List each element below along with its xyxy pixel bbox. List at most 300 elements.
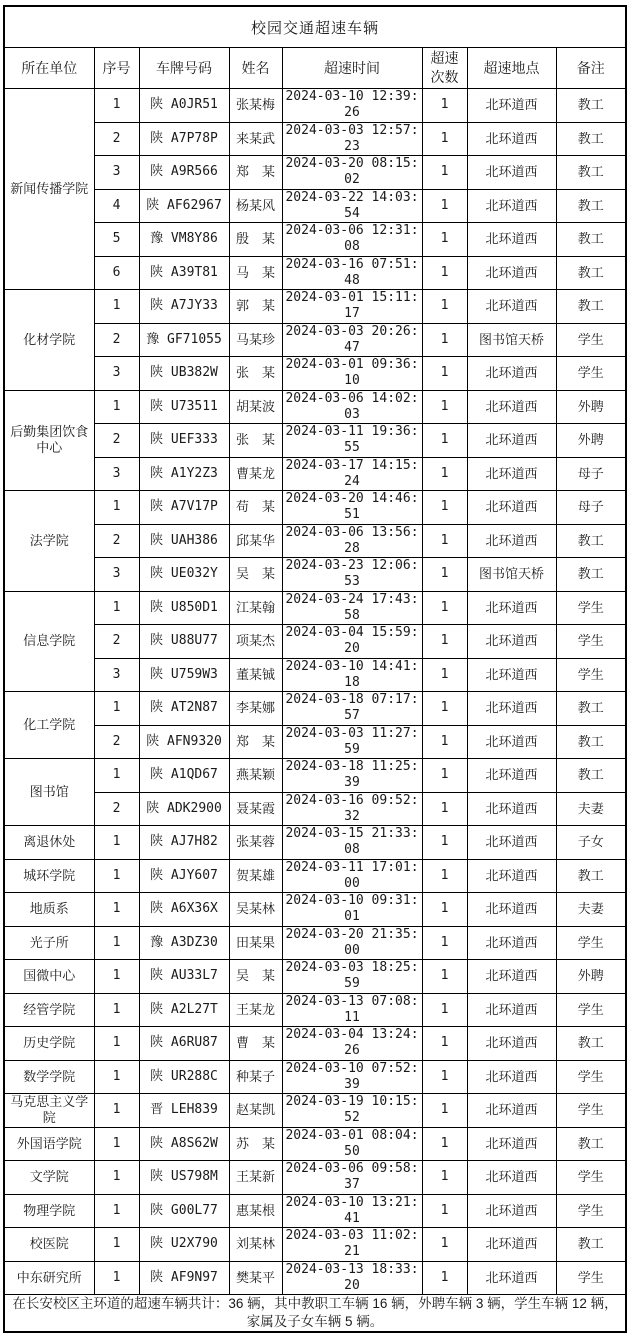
cell-plate: 陕 U2X790 — [139, 1228, 229, 1262]
cell-name: 李某娜 — [229, 692, 282, 726]
cell-remark: 教工 — [556, 89, 626, 123]
cell-time: 2024-03-06 09:58:37 — [282, 1161, 422, 1195]
cell-time: 2024-03-04 15:59:20 — [282, 625, 422, 659]
table-body — [4, 89, 626, 1295]
cell-plate: 陕 A1QD67 — [139, 759, 229, 793]
cell-location: 北环道西 — [467, 491, 556, 525]
cell-no: 2 — [94, 792, 139, 826]
cell-name: 惠某根 — [229, 1194, 282, 1228]
cell-time: 2024-03-13 07:08:11 — [282, 993, 422, 1027]
cell-count: 1 — [422, 1194, 467, 1228]
table-row — [4, 625, 626, 659]
table-row — [4, 290, 626, 324]
cell-name: 郑 某 — [229, 725, 282, 759]
table-row — [4, 1094, 626, 1128]
cell-plate: 陕 AJY607 — [139, 859, 229, 893]
cell-unit: 地质系 — [4, 893, 94, 927]
cell-location: 北环道西 — [467, 189, 556, 223]
cell-plate: 陕 A2L27T — [139, 993, 229, 1027]
table-row — [4, 424, 626, 458]
cell-name: 江某翰 — [229, 591, 282, 625]
cell-time: 2024-03-11 17:01:00 — [282, 859, 422, 893]
speeding-vehicles-table — [3, 5, 627, 1333]
cell-count: 1 — [422, 692, 467, 726]
cell-plate: 豫 GF71055 — [139, 323, 229, 357]
cell-plate: 陕 A8S62W — [139, 1127, 229, 1161]
cell-location: 北环道西 — [467, 122, 556, 156]
cell-unit: 中东研究所 — [4, 1261, 94, 1295]
cell-time: 2024-03-22 14:03:54 — [282, 189, 422, 223]
cell-time: 2024-03-13 18:33:20 — [282, 1261, 422, 1295]
cell-time: 2024-03-10 07:52:39 — [282, 1060, 422, 1094]
cell-time: 2024-03-18 11:25:39 — [282, 759, 422, 793]
cell-no: 3 — [94, 658, 139, 692]
cell-plate: 陕 UEF333 — [139, 424, 229, 458]
cell-plate: 陕 UE032Y — [139, 558, 229, 592]
table-row — [4, 1194, 626, 1228]
cell-location: 北环道西 — [467, 792, 556, 826]
cell-location: 北环道西 — [467, 223, 556, 257]
cell-location: 北环道西 — [467, 256, 556, 290]
cell-no: 6 — [94, 256, 139, 290]
cell-plate: 陕 AT2N87 — [139, 692, 229, 726]
table-row — [4, 1060, 626, 1094]
cell-location: 北环道西 — [467, 357, 556, 391]
cell-no: 3 — [94, 156, 139, 190]
cell-count: 1 — [422, 156, 467, 190]
col-header-location: 超速地点 — [467, 48, 556, 89]
cell-count: 1 — [422, 859, 467, 893]
summary-row — [4, 1295, 626, 1333]
col-header-count: 超速次数 — [422, 48, 467, 89]
cell-no: 1 — [94, 893, 139, 927]
cell-name: 吴 某 — [229, 960, 282, 994]
cell-remark: 学生 — [556, 993, 626, 1027]
cell-name: 种某子 — [229, 1060, 282, 1094]
cell-time: 2024-03-10 09:31:01 — [282, 893, 422, 927]
cell-plate: 陕 A6X36X — [139, 893, 229, 927]
cell-no: 1 — [94, 290, 139, 324]
cell-count: 1 — [422, 1127, 467, 1161]
cell-name: 郑 某 — [229, 156, 282, 190]
cell-time: 2024-03-06 14:02:03 — [282, 390, 422, 424]
table-row — [4, 926, 626, 960]
cell-name: 吴某林 — [229, 893, 282, 927]
table-row — [4, 993, 626, 1027]
cell-location: 北环道西 — [467, 156, 556, 190]
cell-remark: 外聘 — [556, 390, 626, 424]
cell-count: 1 — [422, 759, 467, 793]
cell-no: 1 — [94, 1161, 139, 1195]
cell-location: 北环道西 — [467, 1027, 556, 1061]
cell-remark: 教工 — [556, 122, 626, 156]
cell-unit: 马克思主义学院 — [4, 1094, 94, 1128]
cell-plate: 陕 UAH386 — [139, 524, 229, 558]
cell-remark: 教工 — [556, 156, 626, 190]
cell-remark: 学生 — [556, 1194, 626, 1228]
cell-plate: 陕 U73511 — [139, 390, 229, 424]
cell-time: 2024-03-03 11:27:59 — [282, 725, 422, 759]
cell-unit: 离退休处 — [4, 826, 94, 860]
cell-plate: 陕 AF9N97 — [139, 1261, 229, 1295]
table-row — [4, 1261, 626, 1295]
cell-time: 2024-03-03 11:02:21 — [282, 1228, 422, 1262]
cell-no: 1 — [94, 591, 139, 625]
cell-remark: 教工 — [556, 256, 626, 290]
table-row — [4, 960, 626, 994]
col-header-plate: 车牌号码 — [139, 48, 229, 89]
cell-name: 苟 某 — [229, 491, 282, 525]
cell-location: 北环道西 — [467, 457, 556, 491]
cell-name: 郭 某 — [229, 290, 282, 324]
cell-plate: 陕 AFN9320 — [139, 725, 229, 759]
cell-count: 1 — [422, 1261, 467, 1295]
cell-count: 1 — [422, 223, 467, 257]
cell-unit: 法学院 — [4, 491, 94, 592]
col-header-name: 姓名 — [229, 48, 282, 89]
cell-no: 1 — [94, 89, 139, 123]
cell-name: 来某武 — [229, 122, 282, 156]
cell-name: 聂某霞 — [229, 792, 282, 826]
cell-unit: 图书馆 — [4, 759, 94, 826]
cell-name: 胡某波 — [229, 390, 282, 424]
table-row — [4, 1161, 626, 1195]
cell-name: 燕某颖 — [229, 759, 282, 793]
cell-location: 北环道西 — [467, 1127, 556, 1161]
cell-time: 2024-03-24 17:43:58 — [282, 591, 422, 625]
cell-time: 2024-03-10 12:39:26 — [282, 89, 422, 123]
cell-no: 1 — [94, 1060, 139, 1094]
cell-count: 1 — [422, 926, 467, 960]
cell-time: 2024-03-03 20:26:47 — [282, 323, 422, 357]
cell-name: 樊某平 — [229, 1261, 282, 1295]
cell-no: 1 — [94, 1261, 139, 1295]
cell-remark: 学生 — [556, 1060, 626, 1094]
cell-remark: 教工 — [556, 859, 626, 893]
cell-plate: 陕 A9R566 — [139, 156, 229, 190]
cell-count: 1 — [422, 122, 467, 156]
cell-name: 田某果 — [229, 926, 282, 960]
cell-no: 1 — [94, 759, 139, 793]
cell-unit: 新闻传播学院 — [4, 89, 94, 290]
cell-plate: 陕 A0JR51 — [139, 89, 229, 123]
cell-plate: 陕 A7P78P — [139, 122, 229, 156]
cell-time: 2024-03-03 18:25:59 — [282, 960, 422, 994]
table-row — [4, 826, 626, 860]
cell-name: 贺某雄 — [229, 859, 282, 893]
table-row — [4, 658, 626, 692]
cell-name: 王某龙 — [229, 993, 282, 1027]
cell-count: 1 — [422, 725, 467, 759]
cell-remark: 外聘 — [556, 424, 626, 458]
cell-remark: 学生 — [556, 1094, 626, 1128]
cell-remark: 教工 — [556, 189, 626, 223]
cell-location: 北环道西 — [467, 725, 556, 759]
col-header-unit: 所在单位 — [4, 48, 94, 89]
cell-remark: 教工 — [556, 1127, 626, 1161]
cell-no: 1 — [94, 692, 139, 726]
summary-text: 在长安校区主环道的超速车辆共计：36 辆，其中教职工车辆 16 辆，外聘车辆 3 辆，学生车辆 12 辆，家属及子女车辆 5 辆。 — [4, 1295, 626, 1333]
cell-location: 北环道西 — [467, 692, 556, 726]
cell-unit: 数学学院 — [4, 1060, 94, 1094]
cell-no: 2 — [94, 725, 139, 759]
cell-no: 3 — [94, 357, 139, 391]
cell-name: 曹某龙 — [229, 457, 282, 491]
cell-remark: 夫妻 — [556, 893, 626, 927]
header-row — [4, 48, 626, 89]
cell-plate: 陕 UR288C — [139, 1060, 229, 1094]
col-header-no: 序号 — [94, 48, 139, 89]
cell-count: 1 — [422, 424, 467, 458]
table-row — [4, 323, 626, 357]
table-row — [4, 491, 626, 525]
cell-remark: 学生 — [556, 357, 626, 391]
cell-remark: 教工 — [556, 1228, 626, 1262]
cell-count: 1 — [422, 558, 467, 592]
table-row — [4, 558, 626, 592]
cell-location: 北环道西 — [467, 926, 556, 960]
cell-remark: 教工 — [556, 759, 626, 793]
cell-location: 北环道西 — [467, 524, 556, 558]
cell-time: 2024-03-16 07:51:48 — [282, 256, 422, 290]
cell-name: 赵某凯 — [229, 1094, 282, 1128]
cell-no: 1 — [94, 1094, 139, 1128]
cell-unit: 光子所 — [4, 926, 94, 960]
cell-unit: 经管学院 — [4, 993, 94, 1027]
cell-plate: 陕 AF62967 — [139, 189, 229, 223]
cell-remark: 外聘 — [556, 960, 626, 994]
cell-remark: 教工 — [556, 524, 626, 558]
cell-no: 2 — [94, 122, 139, 156]
cell-name: 张某蓉 — [229, 826, 282, 860]
cell-location: 北环道西 — [467, 1094, 556, 1128]
cell-unit: 校医院 — [4, 1228, 94, 1262]
cell-no: 5 — [94, 223, 139, 257]
cell-plate: 陕 A1Y2Z3 — [139, 457, 229, 491]
cell-no: 1 — [94, 1027, 139, 1061]
table-row — [4, 256, 626, 290]
cell-location: 北环道西 — [467, 625, 556, 659]
cell-name: 董某铖 — [229, 658, 282, 692]
cell-location: 图书馆天桥 — [467, 323, 556, 357]
cell-plate: 陕 A7JY33 — [139, 290, 229, 324]
cell-time: 2024-03-10 13:21:41 — [282, 1194, 422, 1228]
cell-location: 北环道西 — [467, 1228, 556, 1262]
cell-no: 1 — [94, 1228, 139, 1262]
cell-remark: 教工 — [556, 290, 626, 324]
cell-plate: 晋 LEH839 — [139, 1094, 229, 1128]
cell-count: 1 — [422, 658, 467, 692]
cell-location: 北环道西 — [467, 1060, 556, 1094]
cell-time: 2024-03-20 08:15:02 — [282, 156, 422, 190]
cell-time: 2024-03-15 21:33:08 — [282, 826, 422, 860]
cell-location: 北环道西 — [467, 826, 556, 860]
cell-plate: 豫 A3DZ30 — [139, 926, 229, 960]
cell-location: 北环道西 — [467, 759, 556, 793]
col-header-time: 超速时间 — [282, 48, 422, 89]
cell-plate: 陕 U850D1 — [139, 591, 229, 625]
cell-name: 张 某 — [229, 424, 282, 458]
cell-no: 1 — [94, 1194, 139, 1228]
cell-time: 2024-03-23 12:06:53 — [282, 558, 422, 592]
cell-count: 1 — [422, 357, 467, 391]
title-row — [4, 6, 626, 48]
cell-count: 1 — [422, 524, 467, 558]
cell-time: 2024-03-03 12:57:23 — [282, 122, 422, 156]
table-row — [4, 893, 626, 927]
cell-plate: 陕 A39T81 — [139, 256, 229, 290]
cell-location: 北环道西 — [467, 960, 556, 994]
cell-plate: 陕 U759W3 — [139, 658, 229, 692]
cell-time: 2024-03-10 14:41:18 — [282, 658, 422, 692]
cell-no: 1 — [94, 491, 139, 525]
cell-no: 1 — [94, 1127, 139, 1161]
table-row — [4, 759, 626, 793]
cell-plate: 陕 ADK2900 — [139, 792, 229, 826]
cell-remark: 子女 — [556, 826, 626, 860]
cell-name: 杨某风 — [229, 189, 282, 223]
table-foot — [4, 1295, 626, 1333]
cell-name: 吴 某 — [229, 558, 282, 592]
cell-count: 1 — [422, 591, 467, 625]
cell-remark: 学生 — [556, 926, 626, 960]
cell-no: 4 — [94, 189, 139, 223]
cell-location: 北环道西 — [467, 1194, 556, 1228]
table-title: 校园交通超速车辆 — [4, 6, 626, 48]
cell-no: 3 — [94, 457, 139, 491]
cell-time: 2024-03-06 12:31:08 — [282, 223, 422, 257]
cell-unit: 化材学院 — [4, 290, 94, 391]
cell-plate: 陕 A7V17P — [139, 491, 229, 525]
table-row — [4, 792, 626, 826]
cell-location: 北环道西 — [467, 1161, 556, 1195]
cell-location: 北环道西 — [467, 893, 556, 927]
cell-no: 2 — [94, 524, 139, 558]
table-row — [4, 156, 626, 190]
cell-count: 1 — [422, 290, 467, 324]
cell-name: 苏 某 — [229, 1127, 282, 1161]
cell-plate: 陕 U88U77 — [139, 625, 229, 659]
cell-count: 1 — [422, 625, 467, 659]
cell-time: 2024-03-01 15:11:17 — [282, 290, 422, 324]
table-row — [4, 591, 626, 625]
cell-location: 北环道西 — [467, 591, 556, 625]
cell-count: 1 — [422, 390, 467, 424]
cell-count: 1 — [422, 1027, 467, 1061]
table-row — [4, 1228, 626, 1262]
cell-location: 北环道西 — [467, 1261, 556, 1295]
cell-no: 2 — [94, 424, 139, 458]
cell-location: 北环道西 — [467, 390, 556, 424]
cell-location: 北环道西 — [467, 658, 556, 692]
cell-location: 北环道西 — [467, 859, 556, 893]
table-row — [4, 390, 626, 424]
cell-count: 1 — [422, 323, 467, 357]
cell-name: 殷 某 — [229, 223, 282, 257]
cell-time: 2024-03-01 08:04:50 — [282, 1127, 422, 1161]
cell-remark: 学生 — [556, 591, 626, 625]
cell-no: 3 — [94, 558, 139, 592]
cell-count: 1 — [422, 89, 467, 123]
cell-count: 1 — [422, 893, 467, 927]
cell-unit: 外国语学院 — [4, 1127, 94, 1161]
cell-remark: 学生 — [556, 658, 626, 692]
cell-no: 2 — [94, 323, 139, 357]
cell-remark: 学生 — [556, 1261, 626, 1295]
cell-remark: 母子 — [556, 491, 626, 525]
col-header-remark: 备注 — [556, 48, 626, 89]
cell-plate: 陕 US798M — [139, 1161, 229, 1195]
table-row — [4, 457, 626, 491]
table-row — [4, 725, 626, 759]
cell-no: 1 — [94, 859, 139, 893]
cell-count: 1 — [422, 960, 467, 994]
cell-unit: 信息学院 — [4, 591, 94, 692]
cell-no: 1 — [94, 926, 139, 960]
cell-time: 2024-03-04 13:24:26 — [282, 1027, 422, 1061]
cell-time: 2024-03-19 10:15:52 — [282, 1094, 422, 1128]
cell-remark: 教工 — [556, 558, 626, 592]
cell-name: 马 某 — [229, 256, 282, 290]
table-row — [4, 692, 626, 726]
cell-count: 1 — [422, 792, 467, 826]
cell-remark: 教工 — [556, 1027, 626, 1061]
cell-name: 项某杰 — [229, 625, 282, 659]
cell-name: 马某珍 — [229, 323, 282, 357]
cell-no: 1 — [94, 826, 139, 860]
cell-name: 邱某华 — [229, 524, 282, 558]
table-row — [4, 859, 626, 893]
cell-no: 1 — [94, 960, 139, 994]
table-row — [4, 357, 626, 391]
cell-plate: 陕 AJ7H82 — [139, 826, 229, 860]
cell-count: 1 — [422, 826, 467, 860]
table-row — [4, 1027, 626, 1061]
cell-no: 1 — [94, 993, 139, 1027]
cell-name: 曹 某 — [229, 1027, 282, 1061]
table-row — [4, 122, 626, 156]
cell-remark: 教工 — [556, 223, 626, 257]
cell-unit: 历史学院 — [4, 1027, 94, 1061]
cell-plate: 陕 UB382W — [139, 357, 229, 391]
table-row — [4, 223, 626, 257]
cell-count: 1 — [422, 1094, 467, 1128]
cell-name: 张 某 — [229, 357, 282, 391]
cell-unit: 化工学院 — [4, 692, 94, 759]
cell-remark: 学生 — [556, 1161, 626, 1195]
cell-time: 2024-03-01 09:36:10 — [282, 357, 422, 391]
cell-no: 1 — [94, 390, 139, 424]
cell-unit: 物理学院 — [4, 1194, 94, 1228]
cell-remark: 母子 — [556, 457, 626, 491]
cell-count: 1 — [422, 189, 467, 223]
cell-count: 1 — [422, 256, 467, 290]
cell-count: 1 — [422, 491, 467, 525]
cell-time: 2024-03-06 13:56:28 — [282, 524, 422, 558]
cell-time: 2024-03-20 14:46:51 — [282, 491, 422, 525]
cell-count: 1 — [422, 1060, 467, 1094]
table-row — [4, 89, 626, 123]
cell-remark: 教工 — [556, 692, 626, 726]
cell-location: 北环道西 — [467, 89, 556, 123]
cell-time: 2024-03-20 21:35:00 — [282, 926, 422, 960]
table-row — [4, 1127, 626, 1161]
cell-time: 2024-03-11 19:36:55 — [282, 424, 422, 458]
cell-location: 北环道西 — [467, 424, 556, 458]
cell-location: 北环道西 — [467, 993, 556, 1027]
cell-count: 1 — [422, 457, 467, 491]
cell-no: 2 — [94, 625, 139, 659]
